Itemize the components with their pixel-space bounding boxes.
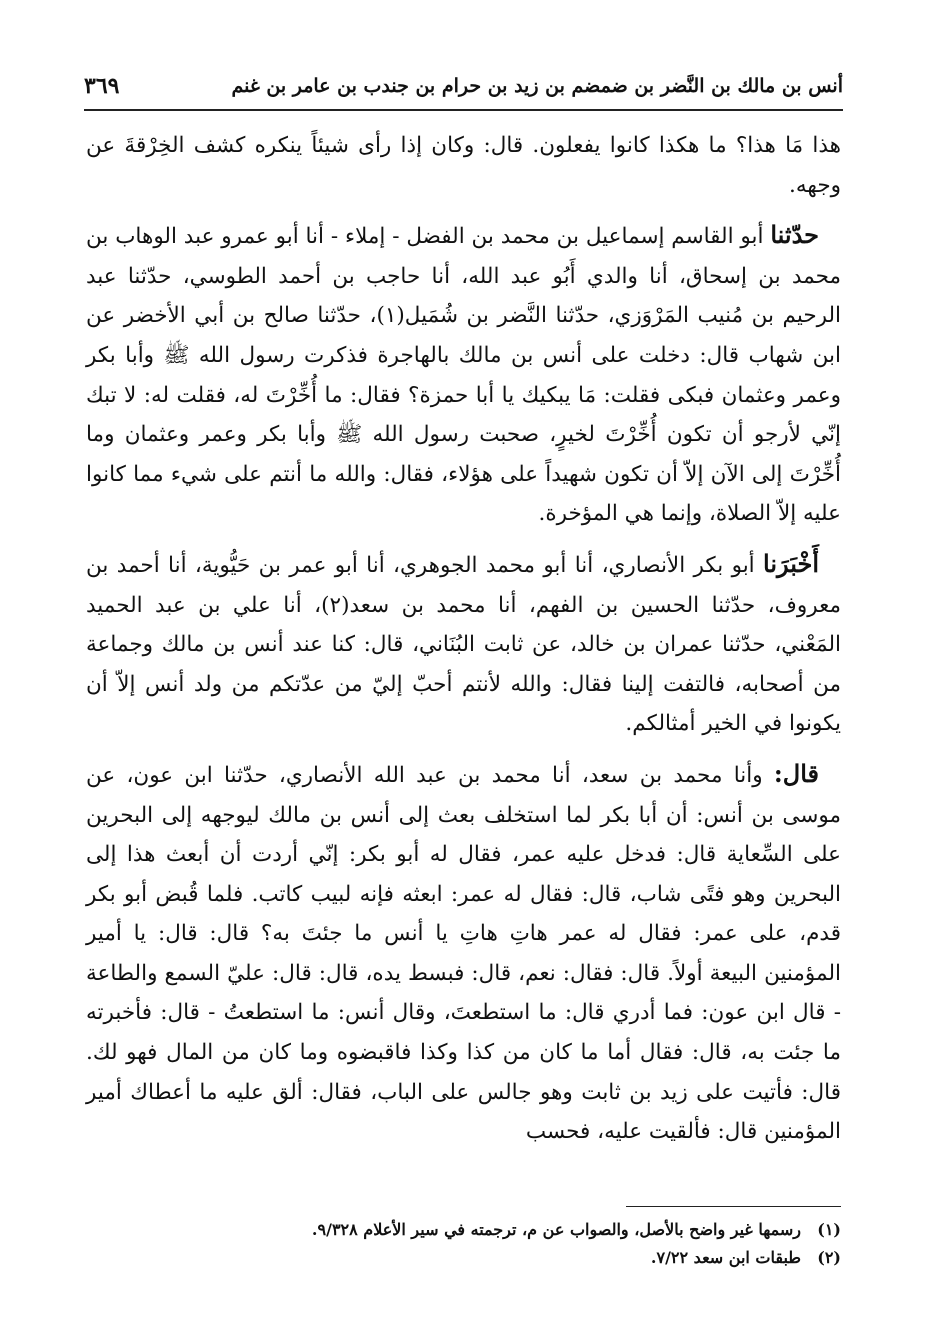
isnad-lead: قال: — [773, 758, 819, 788]
isnad-lead: أَخْبَرَنا — [763, 548, 819, 578]
footnote-item — [86, 1244, 841, 1272]
footnotes — [86, 1216, 841, 1272]
footnote-text: طبقات ابن سعد ٧/٢٢. — [650, 1248, 801, 1267]
isnad-lead: حدّثنا — [770, 220, 819, 250]
main-text — [86, 126, 841, 1162]
paragraph-3 — [86, 544, 841, 744]
paragraph-1: هذا مَا هذا؟ ما هكذا كانوا يفعلون. قال: وكان إذا رأى شيئاً ينكره كشف الخِرْقةَ عن وجهه. — [86, 133, 841, 198]
page-header — [84, 66, 843, 106]
paragraph-4 — [86, 754, 841, 1152]
footnote-text: رسمها غير واضح بالأصل، والصواب عن م، ترجمته في سير الأعلام ٩/٣٢٨. — [311, 1220, 801, 1239]
paragraph-2 — [86, 215, 841, 534]
footnote-mark: (٢) — [817, 1248, 841, 1267]
page-number: ٣٦٩ — [84, 73, 120, 99]
footnote-mark: (١) — [817, 1220, 841, 1239]
footnote-rule — [626, 1206, 841, 1207]
paragraph-text: أبو القاسم إسماعيل بن محمد بن الفضل - إملاء - أنا أبو عمرو عبد الوهاب بن محمد بن إسحاق، أنا والدي أَبُو عبد الله، أنا حاجب بن أحمد الطوسي، حدّثنا عبد الرحيم بن مُنيب المَرْوَزي، حدّثنا النَّضر بن شُمَيل(١)، حدّثنا صالح بن أبي الأخضر عن ابن شهاب قال: دخلت على أنس بن مالك بالهاجرة فذكرت رسول الله ﷺ وأبا بكر وعمر وعثمان فبكى فقلت: مَا يبكيك يا أبا حمزة؟ فقال: ما أُخِّرْتَ له، فقلت له: لا تبك إنّي لأرجو أن تكون أُخِّرْتَ لخيرٍ، صحبت رسول الله ﷺ وأبا بكر وعمر وعثمان وما أُخِّرْتَ إلى الآن إلاّ أن تكون شهيداً على هؤلاء، فقال: والله ما أنتم على شيء مما كانوا عليه إلاّ الصلاة، وإنما هي المؤخرة. — [86, 224, 842, 527]
footnote-item — [86, 1216, 841, 1244]
running-title: أنس بن مالك بن النَّضر بن ضمضم بن زيد بن حرام بن جندب بن عامر بن غنم — [231, 75, 843, 97]
paragraph-text: وأنا محمد بن سعد، أنا محمد بن عبد الله الأنصاري، حدّثنا ابن عون، عن موسى بن أنس: أن أبا بكر لما استخلف بعث إلى أنس بن مالك ليوجهه إلى البحرين على السِّعاية قال: فدخل عليه عمر، فقال له أبو بكر: إنّي أردت أن أبعث هذا إلى البحرين وهو فتًى شاب، قال: فقال له عمر: ابعثه فإنه لبيب كاتب. فلما قُبض أبو بكر قدم، على عمر: فقال له عمر هاتِ هاتِ يا أنس ما جئتَ به؟ قال: قال: يا أمير المؤمنين البيعة أولاً. قال: فقال: نعم، قال: فبسط يده، قال: قال: عليّ السمع والطاعة - قال ابن عون: فما أدري قال: ما استطعتَ، وقال أنس: ما استطعتُ - قال: فأخبرته ما جئت به، قال: فقال أما ما كان من كذا وكذا فاقبضوه وما كان من المال فهو لك. قال: فأتيت على زيد بن ثابت وهو جالس على الباب، فقال: ألق عليه ما أعطاك أمير المؤمنين قال: فألقيت عليه، فحسب — [86, 762, 841, 1145]
header-rule — [84, 109, 843, 111]
paragraph-text: أبو بكر الأنصاري، أنا أبو محمد الجوهري، أنا أبو عمر بن حَيُّوية، أنا أحمد بن معروف، حدّثنا الحسين بن الفهم، أنا محمد بن سعد(٢)، أنا علي بن عبد الحميد المَعْني، حدّثنا عمران بن خالد، عن ثابت البُنَاني، قال: كنا عند أنس بن مالك وجماعة من أصحابه، فالتفت إلينا فقال: والله لأنتم أحبّ إليّ من عدّتكم من ولد أنس إلاّ أن يكونوا في الخير أمثالكم. — [86, 552, 841, 737]
